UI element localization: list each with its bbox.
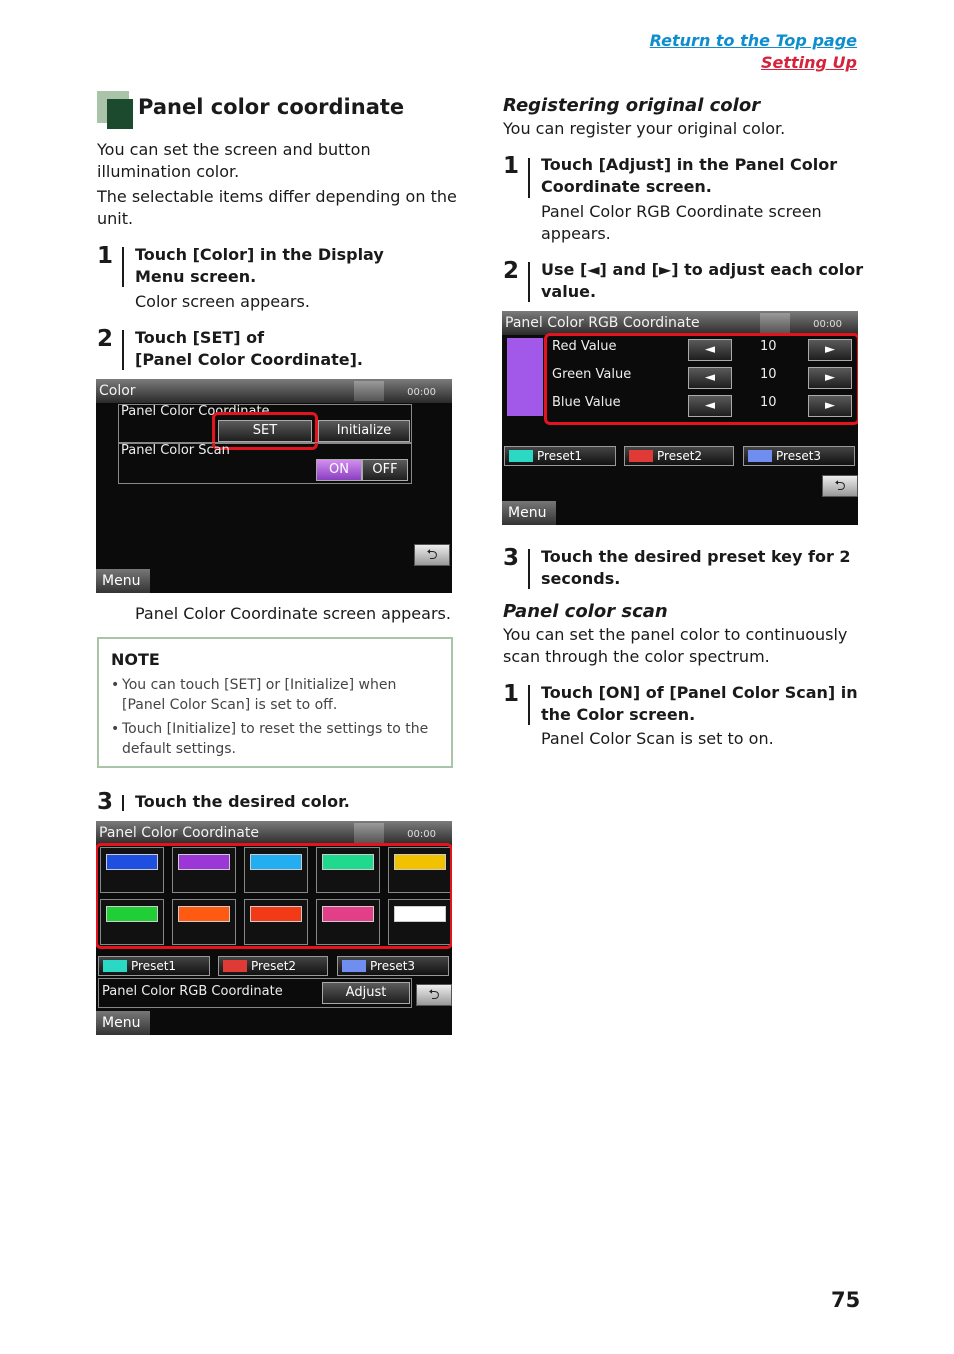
step-number: 3 — [97, 789, 114, 815]
rgb-row-label: Red Value — [552, 339, 617, 354]
rgb-value: 10 — [760, 339, 777, 354]
swap-icon[interactable] — [760, 313, 790, 333]
back-icon[interactable]: ⮌ — [414, 544, 450, 566]
note-item: • Touch [Initialize] to reset the settings to the default settings. — [111, 721, 429, 757]
note-title: NOTE — [111, 650, 160, 669]
preset2-button[interactable]: Preset2 — [624, 446, 734, 466]
step-result-line: Panel Color RGB Coordinate screen — [541, 202, 822, 221]
step-bar — [528, 262, 530, 302]
color-screen — [96, 379, 452, 593]
step-number: 2 — [97, 326, 114, 352]
row-label: Panel Color RGB Coordinate — [102, 984, 283, 999]
step-text-line: Touch [ON] of [Panel Color Scan] in — [541, 683, 858, 702]
rgb-value: 10 — [760, 395, 777, 410]
step-bar — [122, 247, 124, 287]
step-number: 1 — [503, 681, 520, 707]
page-number: 75 — [831, 1288, 861, 1312]
initialize-button[interactable]: Initialize — [318, 420, 410, 442]
step-bar — [122, 330, 124, 370]
color-preview — [507, 338, 543, 416]
swap-icon[interactable] — [354, 823, 384, 843]
on-toggle[interactable]: ON — [316, 459, 362, 481]
section-intro: You can register your original color. — [503, 119, 786, 138]
rgb-value: 10 — [760, 367, 777, 382]
clock: 00:00 — [407, 829, 436, 840]
set-button[interactable]: SET — [218, 420, 312, 442]
clock: 00:00 — [813, 319, 842, 330]
setting-up-link[interactable]: Setting Up — [760, 53, 857, 72]
section-marker-icon — [97, 91, 133, 129]
step-text: Touch the desired color. — [135, 792, 350, 811]
swap-icon[interactable] — [354, 381, 384, 401]
highlight-box — [544, 333, 858, 425]
step-result: Panel Color Coordinate screen appears. — [135, 604, 451, 623]
increase-button[interactable]: ► — [808, 395, 852, 417]
preset1-button[interactable]: Preset1 — [98, 956, 210, 976]
decrease-button[interactable]: ◄ — [688, 339, 732, 361]
section-title-register: Registering original color — [503, 95, 761, 116]
menu-button[interactable]: Menu — [96, 569, 150, 593]
screen-title: Color — [96, 379, 452, 403]
step-bar — [528, 685, 530, 725]
intro-1: You can set the screen and button illumination color. — [97, 140, 371, 181]
back-icon[interactable]: ⮌ — [416, 984, 452, 1006]
menu-button[interactable]: Menu — [502, 501, 556, 525]
row-label: Panel Color Scan — [121, 443, 230, 458]
step-text-line: the Color screen. — [541, 705, 696, 724]
preset1-button[interactable]: Preset1 — [504, 446, 616, 466]
back-icon[interactable]: ⮌ — [822, 475, 858, 497]
highlight-box — [96, 843, 452, 949]
step-result: Color screen appears. — [135, 292, 310, 311]
step-text-line: Touch the desired preset key for 2 — [541, 547, 851, 566]
step-text-line: Coordinate screen. — [541, 177, 712, 196]
decrease-button[interactable]: ◄ — [688, 395, 732, 417]
screen-title: Panel Color RGB Coordinate — [502, 311, 858, 335]
section-intro-line: You can set the panel color to continuously — [503, 625, 848, 644]
step-result-line: appears. — [541, 224, 611, 243]
section-intro-line: scan through the color spectrum. — [503, 647, 770, 666]
preset3-button[interactable]: Preset3 — [743, 446, 855, 466]
step-text-line: [Panel Color Coordinate]. — [135, 350, 364, 369]
increase-button[interactable]: ► — [808, 339, 852, 361]
step-bar — [528, 549, 530, 589]
rgb-row-label: Blue Value — [552, 395, 621, 410]
page-title: Panel color coordinate — [138, 95, 405, 119]
rgb-row-label: Green Value — [552, 367, 632, 382]
note-item: • You can touch [SET] or [Initialize] when [Panel Color Scan] is set to off. — [111, 677, 397, 713]
step-number: 3 — [503, 545, 520, 571]
section-title-scan: Panel color scan — [503, 601, 668, 622]
step-text-line: Touch [Adjust] in the Panel Color — [541, 155, 838, 174]
step-bar — [122, 795, 124, 811]
step-text-line: Touch [SET] of — [135, 328, 265, 347]
step-number: 2 — [503, 258, 520, 284]
off-toggle[interactable]: OFF — [362, 459, 408, 481]
step-text: Touch [Color] in the Display Menu screen. — [135, 245, 384, 286]
clock: 00:00 — [407, 387, 436, 398]
step-text-line: value. — [541, 282, 597, 301]
row-label: Panel Color Coordinate — [121, 404, 270, 419]
step-result: Panel Color Scan is set to on. — [541, 729, 774, 748]
step-text-line: seconds. — [541, 569, 621, 588]
preset3-button[interactable]: Preset3 — [337, 956, 449, 976]
step-text-line: Use [◄] and [►] to adjust each color — [541, 260, 864, 279]
return-top-link[interactable]: Return to the Top page — [649, 31, 857, 50]
step-bar — [528, 158, 530, 198]
step-number: 1 — [97, 243, 114, 269]
menu-button[interactable]: Menu — [96, 1011, 150, 1035]
adjust-button[interactable]: Adjust — [322, 982, 410, 1004]
panel-color-coordinate-screen — [96, 821, 452, 1035]
decrease-button[interactable]: ◄ — [688, 367, 732, 389]
preset2-button[interactable]: Preset2 — [218, 956, 328, 976]
rgb-coordinate-screen — [502, 311, 858, 525]
step-number: 1 — [503, 153, 520, 179]
screen-title: Panel Color Coordinate — [96, 821, 452, 845]
increase-button[interactable]: ► — [808, 367, 852, 389]
intro-2: The selectable items differ depending on the unit. — [97, 187, 457, 228]
note-box — [97, 637, 453, 768]
